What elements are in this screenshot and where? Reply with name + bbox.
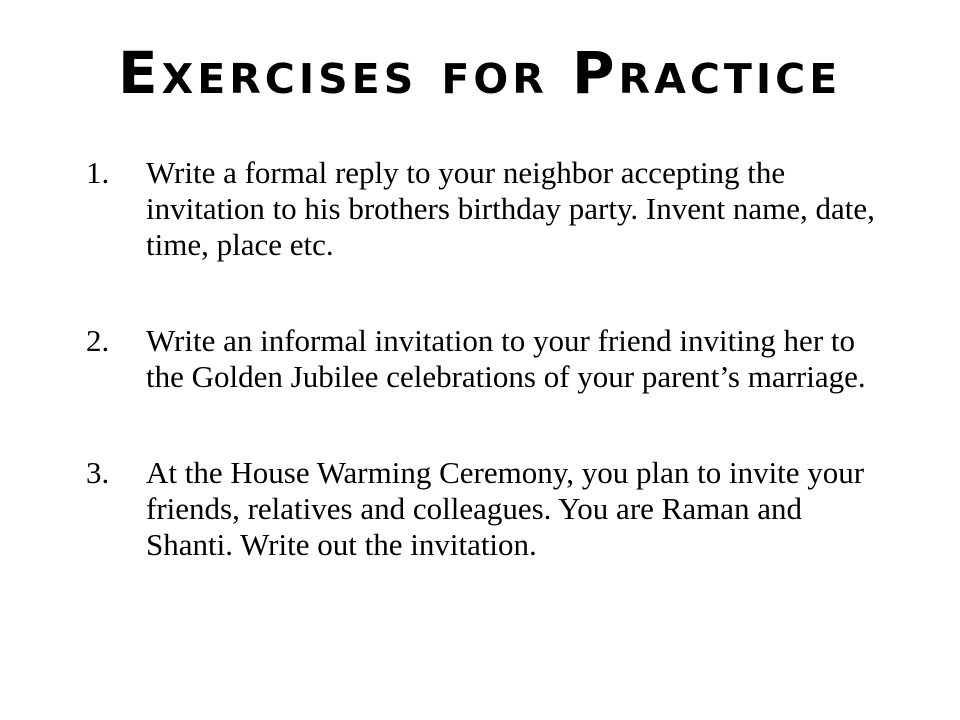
exercise-number: 1. (86, 155, 110, 190)
exercise-text: Write a formal reply to your neighbor accepting the invitation to his brothers birthday party. Invent name, date, time, place etc. (146, 155, 875, 262)
slide-title: Exercises for Practice (118, 39, 842, 107)
exercise-list (86, 155, 886, 623)
exercise-item (86, 323, 886, 395)
exercise-text: At the House Warming Ceremony, you plan to invite your friends, relatives and colleagues. You are Raman and Shanti. Write out the invitation. (146, 455, 865, 562)
exercise-item (86, 155, 886, 263)
exercise-text: Write an informal invitation to your friend inviting her to the Golden Jubilee celebrations of your parent’s marriage. (146, 323, 866, 394)
exercise-item (86, 455, 886, 563)
exercise-number: 3. (86, 455, 110, 490)
exercise-number: 2. (86, 323, 110, 358)
